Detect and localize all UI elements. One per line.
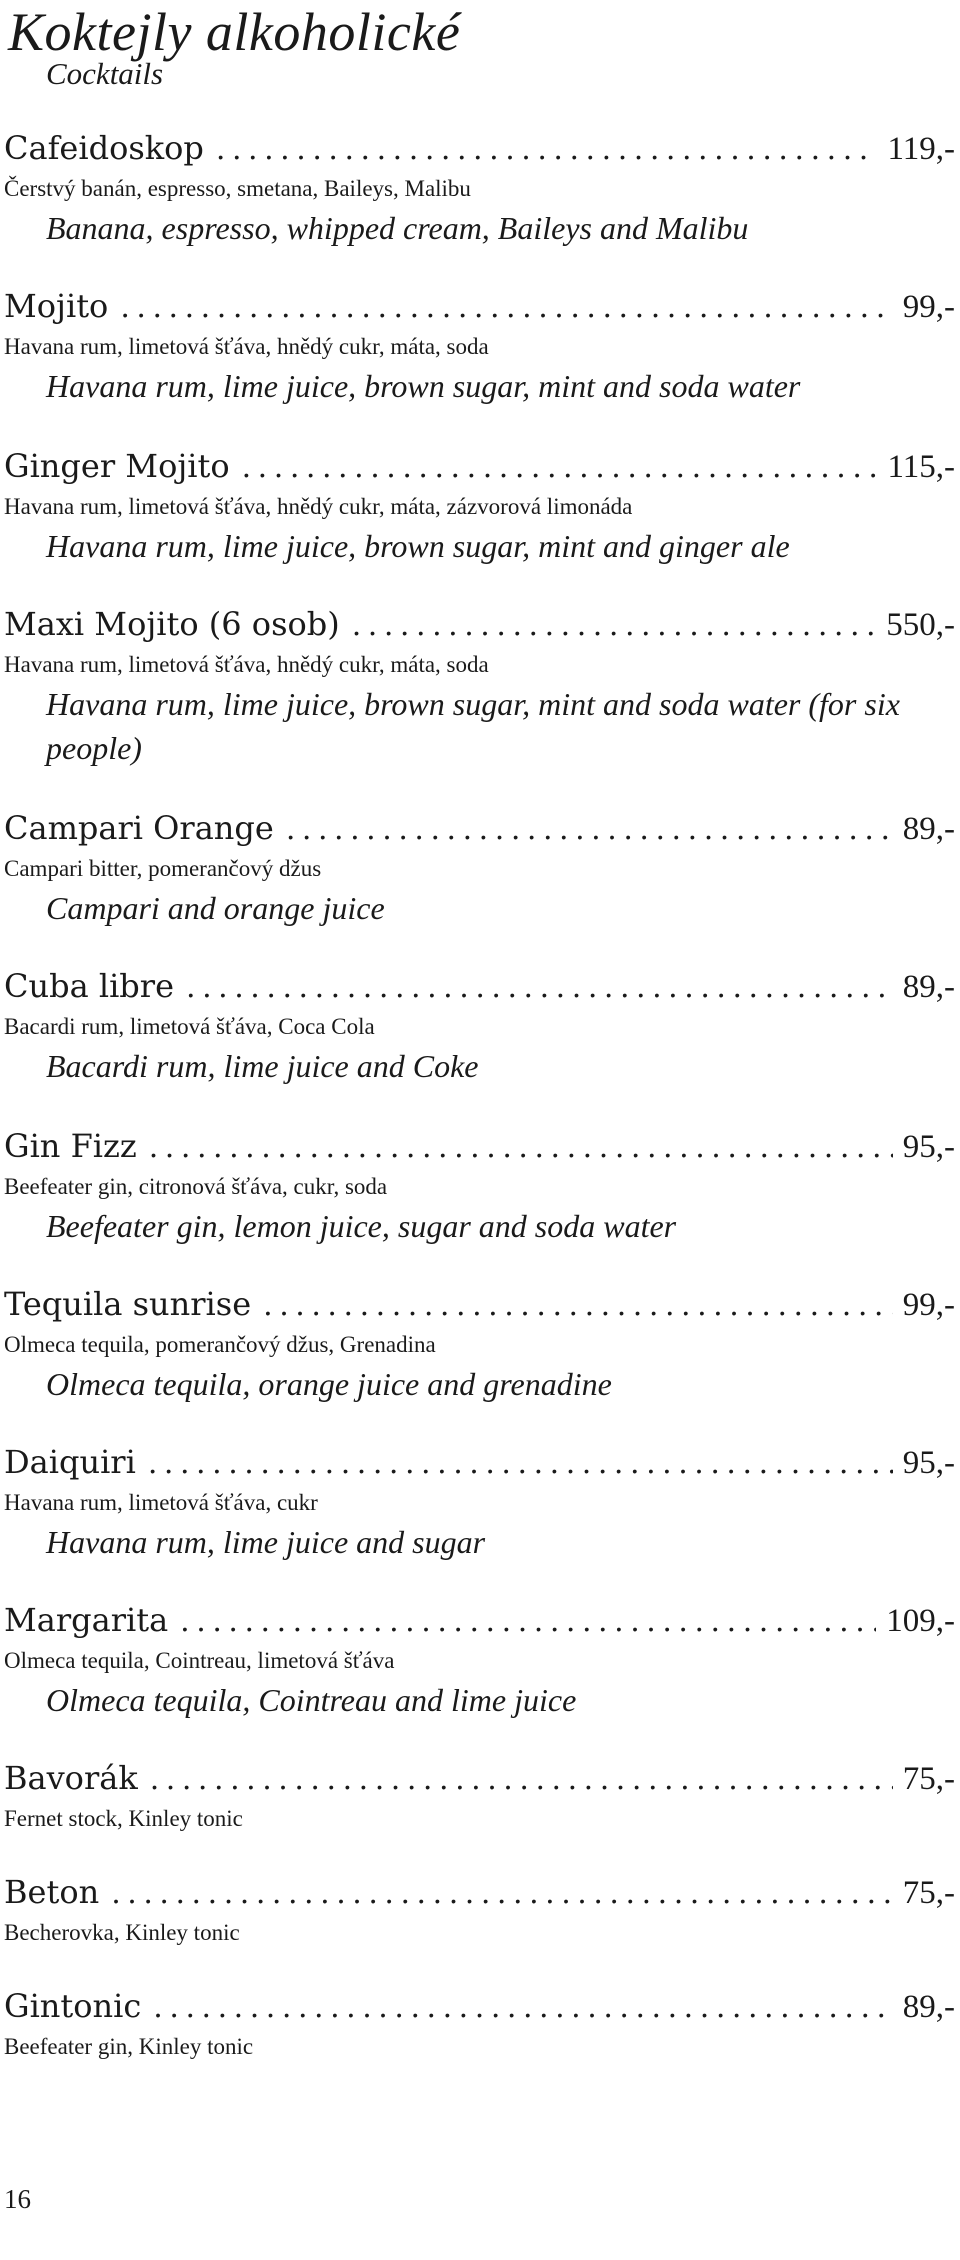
dot-leader xyxy=(286,806,893,854)
item-description-cz: Čerstvý banán, espresso, smetana, Baileys, Malibu xyxy=(4,176,471,201)
item-name: Cuba libre xyxy=(4,967,175,1005)
page-number: 16 xyxy=(4,2184,31,2214)
item-price: 95,- xyxy=(902,1129,955,1165)
item-name: Campari Orange xyxy=(4,809,274,847)
item-description-en: Olmeca tequila, orange juice and grenadine xyxy=(46,1366,612,1402)
menu-item-maxi-mojito xyxy=(0,600,955,770)
item-price: 95,- xyxy=(902,1445,955,1481)
dot-leader xyxy=(153,1984,892,2032)
dot-leader xyxy=(111,1870,893,1918)
item-name: Gintonic xyxy=(4,1987,142,2025)
item-price: 115,- xyxy=(887,449,955,485)
dot-leader xyxy=(120,284,892,332)
item-description-en: Banana, espresso, whipped cream, Baileys and Malibu xyxy=(46,210,749,246)
menu-item-head xyxy=(0,1868,955,1916)
menu-item-head xyxy=(0,1280,955,1328)
dot-leader xyxy=(263,1282,893,1330)
item-description-en: Bacardi rum, lime juice and Coke xyxy=(46,1048,479,1084)
page-title: Koktejly alkoholické xyxy=(8,2,461,62)
menu-item-ginger-mojito xyxy=(0,442,955,568)
item-name: Bavorák xyxy=(4,1759,138,1797)
item-price: 89,- xyxy=(902,1989,955,2025)
item-description-cz: Beefeater gin, Kinley tonic xyxy=(4,2034,254,2059)
item-price: 550,- xyxy=(886,607,955,643)
menu-item-head xyxy=(0,1754,955,1802)
dot-leader xyxy=(148,1440,893,1488)
menu-item-campari-orange xyxy=(0,804,955,930)
menu-item-cafeidoskop xyxy=(0,124,955,250)
menu-item-bavorak xyxy=(0,1754,955,1836)
dot-leader xyxy=(180,1598,876,1646)
item-description-en: Havana rum, lime juice, brown sugar, mint and soda water xyxy=(46,368,801,404)
menu-item-head xyxy=(0,600,955,648)
item-name: Maxi Mojito (6 osob) xyxy=(4,605,340,643)
item-price: 109,- xyxy=(886,1603,955,1639)
dot-leader xyxy=(352,602,877,650)
dot-leader xyxy=(216,126,878,174)
item-description-en: Olmeca tequila, Cointreau and lime juice xyxy=(46,1682,577,1718)
item-description-cz: Bacardi rum, limetová šťáva, Coca Cola xyxy=(4,1014,375,1039)
page-subtitle: Cocktails xyxy=(46,56,164,91)
item-price: 89,- xyxy=(902,811,955,847)
menu-item-head xyxy=(0,804,955,852)
item-description-cz: Beefeater gin, citronová šťáva, cukr, soda xyxy=(4,1174,388,1199)
menu-item-margarita xyxy=(0,1596,955,1722)
item-description-cz: Havana rum, limetová šťáva, cukr xyxy=(4,1490,318,1515)
item-name: Cafeidoskop xyxy=(4,129,204,167)
menu-item-head xyxy=(0,124,955,172)
item-price: 89,- xyxy=(902,969,955,1005)
item-name: Ginger Mojito xyxy=(4,447,230,485)
dot-leader xyxy=(186,964,893,1012)
item-description-cz: Olmeca tequila, Cointreau, limetová šťáva xyxy=(4,1648,395,1673)
item-description-cz: Havana rum, limetová šťáva, hnědý cukr, máta, soda xyxy=(4,652,489,677)
item-description-en: Havana rum, lime juice and sugar xyxy=(46,1524,486,1560)
item-name: Gin Fizz xyxy=(4,1127,137,1165)
menu-item-head xyxy=(0,1982,955,2030)
menu-item-tequila-sunrise xyxy=(0,1280,955,1406)
menu-item-daiquiri xyxy=(0,1438,955,1564)
item-description-cz: Havana rum, limetová šťáva, hnědý cukr, máta, zázvorová limonáda xyxy=(4,494,633,519)
dot-leader xyxy=(150,1756,893,1804)
item-price: 75,- xyxy=(902,1761,955,1797)
item-description-cz: Havana rum, limetová šťáva, hnědý cukr, máta, soda xyxy=(4,334,489,359)
item-description-cz: Becherovka, Kinley tonic xyxy=(4,1920,240,1945)
item-description-cz: Olmeca tequila, pomerančový džus, Grenadina xyxy=(4,1332,436,1357)
item-price: 119,- xyxy=(887,131,955,167)
item-name: Daiquiri xyxy=(4,1443,136,1481)
item-name: Tequila sunrise xyxy=(4,1285,252,1323)
dot-leader xyxy=(242,444,878,492)
item-name: Beton xyxy=(4,1873,100,1911)
menu-item-head xyxy=(0,1122,955,1170)
item-description-en: Campari and orange juice xyxy=(46,890,385,926)
menu-item-head xyxy=(0,1596,955,1644)
menu-item-gintonic xyxy=(0,1982,955,2064)
item-description-cz: Campari bitter, pomerančový džus xyxy=(4,856,322,881)
item-name: Margarita xyxy=(4,1601,169,1639)
menu-item-mojito xyxy=(0,282,955,408)
menu-item-head xyxy=(0,1438,955,1486)
item-name: Mojito xyxy=(4,287,109,325)
item-description-en: Havana rum, lime juice, brown sugar, mint and ginger ale xyxy=(46,528,790,564)
menu-item-head xyxy=(0,442,955,490)
menu-item-head xyxy=(0,282,955,330)
menu-item-gin-fizz xyxy=(0,1122,955,1248)
item-price: 99,- xyxy=(902,1287,955,1323)
menu-item-head xyxy=(0,962,955,1010)
item-description-en: Beefeater gin, lemon juice, sugar and soda water xyxy=(46,1208,677,1244)
dot-leader xyxy=(149,1124,893,1172)
menu-item-cuba-libre xyxy=(0,962,955,1088)
item-description-cz: Fernet stock, Kinley tonic xyxy=(4,1806,243,1831)
menu-item-beton xyxy=(0,1868,955,1950)
item-price: 99,- xyxy=(902,289,955,325)
item-description-en: Havana rum, lime juice, brown sugar, mint and soda water (for six people) xyxy=(46,686,900,766)
item-price: 75,- xyxy=(902,1875,955,1911)
